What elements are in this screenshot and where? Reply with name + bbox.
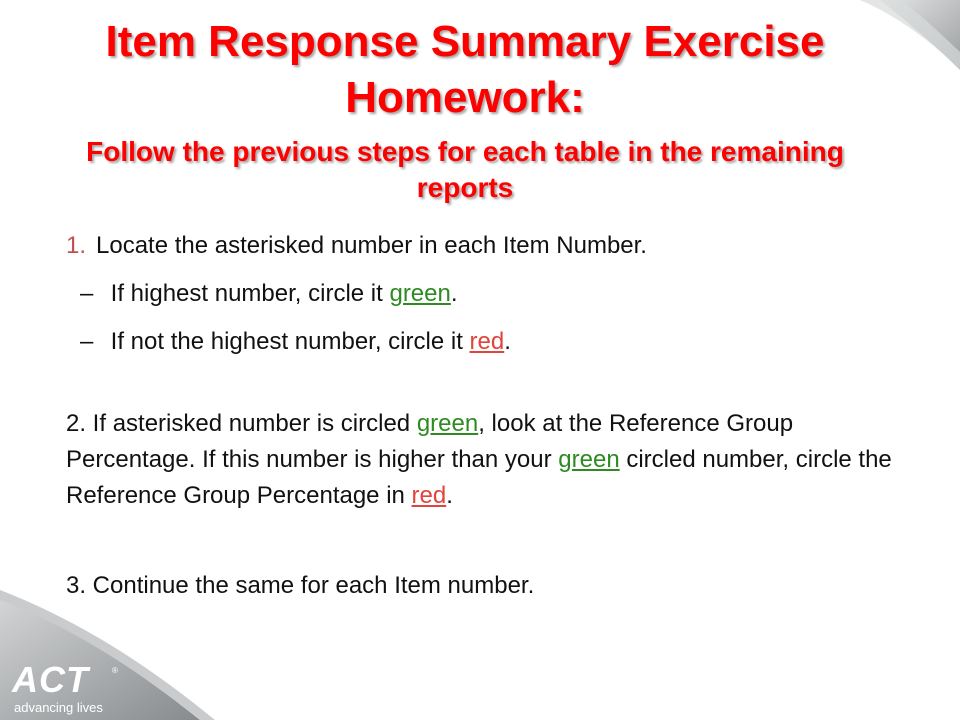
red-word: red: [469, 328, 505, 355]
dash-icon: –: [80, 280, 94, 307]
logo-brand: ACT: [12, 659, 89, 700]
step-2: [66, 406, 896, 514]
slide-body: [66, 228, 896, 604]
step-2-part-4: .: [446, 482, 453, 509]
step-3: 3. Continue the same for each Item number.: [66, 572, 535, 599]
step-2-part-3: circled number, circle the Reference Group Percentage in: [66, 446, 892, 509]
step-1-text: Locate the asterisked number in each Item Number.: [96, 232, 647, 259]
dash-icon: –: [80, 328, 94, 355]
logo-tagline: advancing lives: [14, 700, 103, 715]
act-logo: [8, 660, 128, 718]
bullet-period: .: [450, 280, 458, 307]
logo-registered-mark: ®: [112, 666, 118, 675]
title-subtitle: Follow the previous steps for each table in the remaining reports: [86, 136, 844, 203]
step-2-part-1: 2. If asterisked number is circled: [66, 410, 417, 437]
bullet-highest-text: If highest number, circle it: [110, 280, 390, 307]
slide-title: [40, 14, 890, 206]
bullet-not-highest-text: If not the highest number, circle it: [110, 328, 470, 355]
green-word: green: [389, 280, 451, 307]
green-word: green: [558, 446, 620, 473]
step-1-number: 1.: [66, 232, 87, 259]
red-word: red: [411, 482, 447, 509]
step-2-part-2: , look at the Reference Group Percentage. If this number is higher than your: [66, 410, 794, 473]
green-word: green: [416, 410, 479, 437]
title-main: Item Response Summary Exercise Homework:: [105, 17, 825, 122]
bullet-period: .: [504, 328, 511, 355]
bullet-highest: [74, 276, 896, 312]
step-1: [66, 228, 896, 264]
bullet-not-highest: [74, 324, 896, 360]
